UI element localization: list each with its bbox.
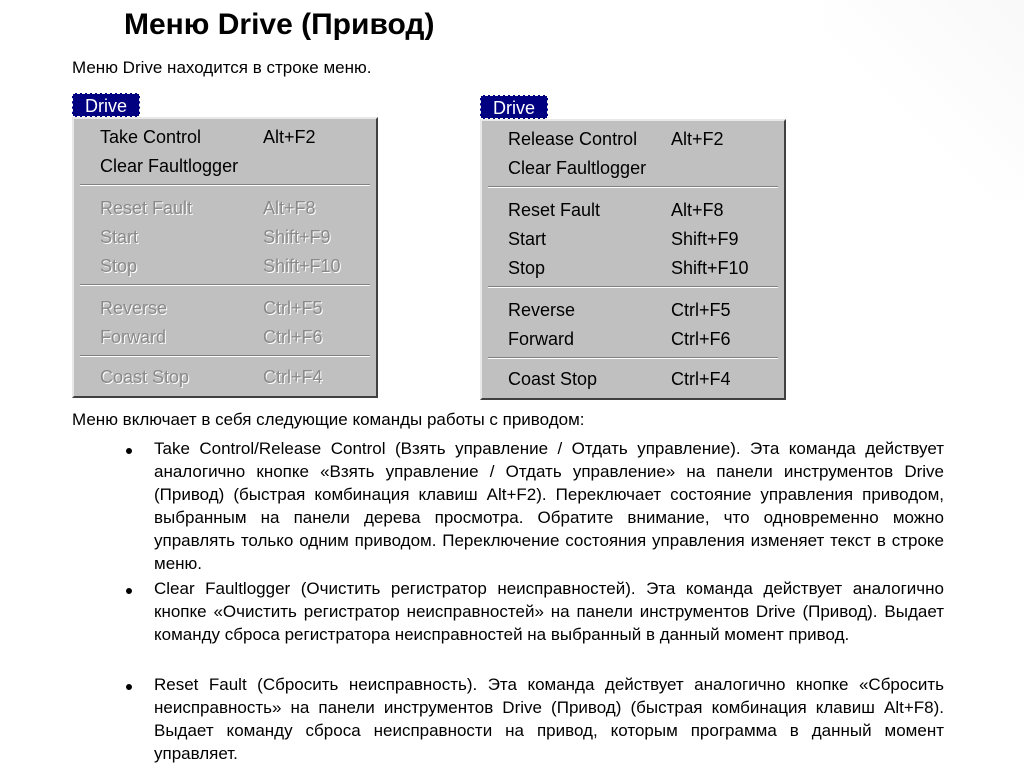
menu-item-reset-fault: Reset Fault Alt+F8 — [100, 198, 316, 218]
drive-menu-title[interactable]: Drive — [72, 93, 140, 117]
bullet-icon — [126, 684, 132, 690]
bullet-icon — [126, 588, 132, 594]
menu-item-coast-stop: Coast Stop Ctrl+F4 — [100, 367, 323, 387]
menu-item-clear-faultlogger[interactable]: Clear Faultlogger — [508, 158, 647, 178]
page-title: Меню Drive (Привод) — [124, 8, 435, 41]
drive-menu-title[interactable]: Drive — [480, 95, 548, 119]
drive-menu-dropdown — [480, 119, 786, 400]
menu-separator — [80, 184, 370, 186]
menu-item-stop[interactable]: Stop Shift+F10 — [508, 258, 749, 278]
menu-item-reset-fault[interactable]: Reset Fault Alt+F8 — [508, 200, 724, 220]
menu-separator — [80, 355, 370, 357]
drive-menu-dropdown — [72, 117, 378, 398]
commands-lead-text: Меню включает в себя следующие команды работы с приводом: — [72, 410, 585, 429]
menu-item-coast-stop[interactable]: Coast Stop Ctrl+F4 — [508, 369, 731, 389]
menu-item-stop: Stop Shift+F10 — [100, 256, 341, 276]
bullet-icon — [126, 448, 132, 454]
menu-item-take-control[interactable]: Take Control Alt+F2 — [100, 127, 316, 147]
menu-item-start: Start Shift+F9 — [100, 227, 331, 247]
menu-separator — [488, 357, 778, 359]
menu-separator — [488, 186, 778, 188]
menu-item-forward: Forward Ctrl+F6 — [100, 327, 323, 347]
menu-item-reverse[interactable]: Reverse Ctrl+F5 — [508, 300, 731, 320]
drive-menu-enabled-state — [480, 95, 786, 400]
menu-separator — [80, 284, 370, 286]
menu-item-start[interactable]: Start Shift+F9 — [508, 229, 739, 249]
menu-item-reverse: Reverse Ctrl+F5 — [100, 298, 323, 318]
intro-text: Меню Drive находится в строке меню. — [72, 58, 372, 77]
menu-separator — [488, 286, 778, 288]
drive-menu-disabled-state — [72, 93, 378, 398]
page-fold-shadow — [824, 0, 1024, 200]
menu-item-release-control[interactable]: Release Control Alt+F2 — [508, 129, 724, 149]
menu-item-clear-faultlogger[interactable]: Clear Faultlogger — [100, 156, 239, 176]
menu-item-forward[interactable]: Forward Ctrl+F6 — [508, 329, 731, 349]
